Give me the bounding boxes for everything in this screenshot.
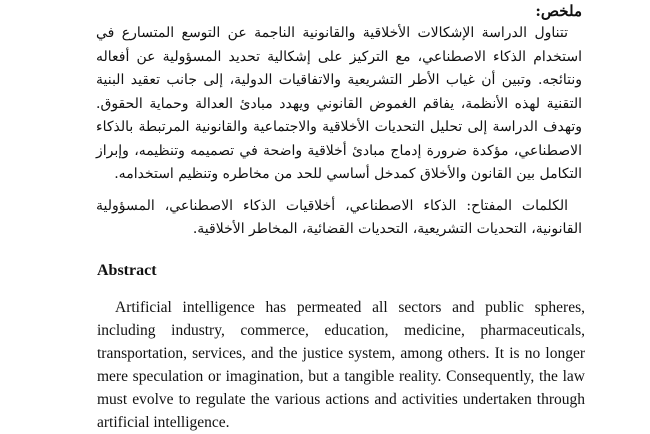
english-abstract-line: transportation, services, and the justice system, among others. It is no longer [97,345,585,362]
arabic-abstract-line: وتهدف الدراسة إلى تحليل التحديات الأخلاقية والاجتماعية والقانونية المرتبطة بالذكاء [96,119,582,135]
arabic-abstract-heading: ملخص: [535,2,582,20]
arabic-keywords-line: القانونية، التحديات التشريعية، التحديات القضائية، المخاطر الأخلاقية. [192,221,582,237]
english-abstract-line: mere speculation or imagination, but a tangible reality. Consequently, the law [97,368,585,385]
english-abstract-line: artificial intelligence. [97,414,230,431]
english-abstract-line: must evolve to regulate the various actions and activities undertaken through [97,391,585,408]
arabic-abstract-line: الاصطناعي، مؤكدة ضرورة إدماج مبادئ أخلاقية واضحة في تصميمه وتنظيمه، وإبراز [96,142,582,159]
arabic-abstract-paragraph [96,22,582,187]
english-abstract-line: Artificial intelligence has permeated all sectors and public spheres, [115,299,585,316]
arabic-keywords-line: الكلمات المفتاح: الذكاء الاصطناعي، أخلاقيات الذكاء الاصطناعي، المسؤولية [96,197,568,214]
arabic-abstract-line: تتناول الدراسة الإشكالات الأخلاقية والقانونية الناجمة عن التوسع المتسارع في [96,25,568,41]
english-abstract-heading: Abstract [97,262,157,279]
arabic-keywords [96,195,582,242]
arabic-abstract-line: استخدام الذكاء الاصطناعي، مع التركيز على إشكالية تحديد المسؤولية عن أفعاله [96,48,582,65]
arabic-abstract-line: ونتائجه. وتبين أن غياب الأطر التشريعية والاتفاقيات الدولية، إلى جانب تعقيد البنية [96,72,582,88]
arabic-abstract-line: التكامل بين القانون والأخلاق كمدخل أساسي للحد من مخاطره وتنظيم استخدامه. [114,166,582,182]
english-abstract-line: including industry, commerce, education, medicine, pharmaceuticals, [97,322,585,339]
arabic-abstract [96,0,582,242]
arabic-abstract-line: التقنية لهذه الأنظمة، يفاقم الغموض القانوني ويهدد مبادئ العدالة وحماية الحقوق. [96,95,582,112]
english-abstract-paragraph [97,296,585,434]
